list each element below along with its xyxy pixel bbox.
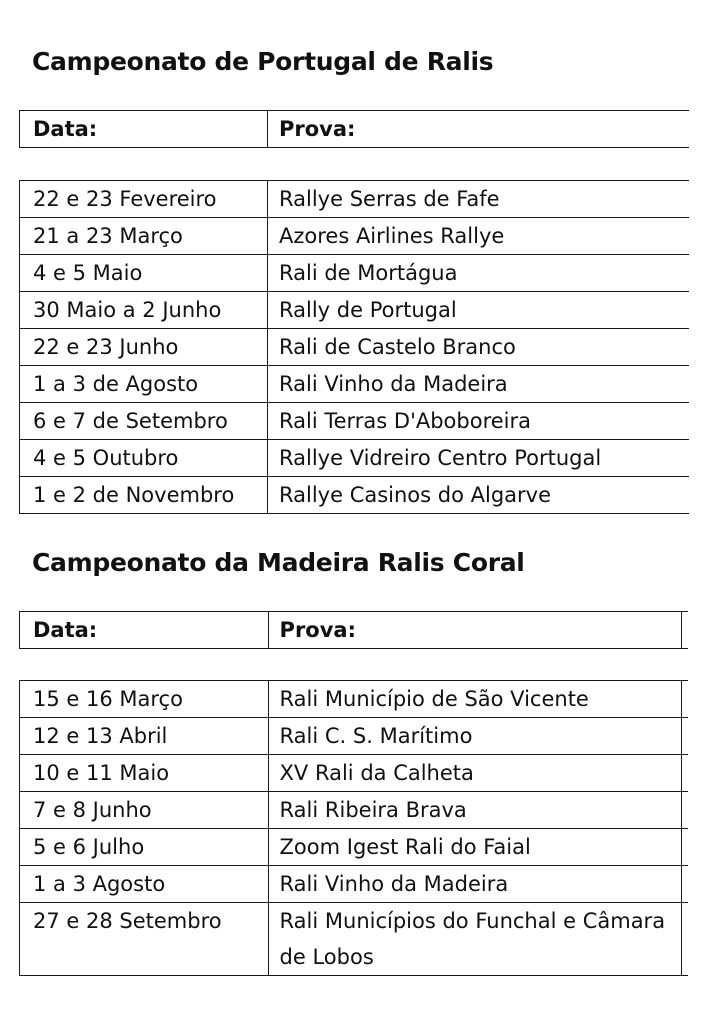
header-table-portugal: [19, 110, 689, 148]
schedule-table-madeira: [19, 680, 688, 976]
date-cell: 12 e 13 Abril: [20, 718, 269, 755]
date-cell: 4 e 5 Maio: [20, 255, 268, 292]
table-row: [20, 329, 689, 366]
extra-column-cell: [682, 612, 688, 649]
date-cell: 5 e 6 Julho: [20, 829, 269, 866]
event-cell: Rali de Castelo Branco: [268, 329, 689, 366]
header-event: Prova:: [268, 111, 689, 148]
table-row: [20, 477, 689, 514]
date-cell: 1 e 2 de Novembro: [20, 477, 268, 514]
event-cell: Rali Terras D'Aboboreira: [268, 403, 689, 440]
date-cell: 30 Maio a 2 Junho: [20, 292, 268, 329]
table-row: [20, 866, 689, 903]
date-cell: 22 e 23 Fevereiro: [20, 181, 268, 218]
table-row: [20, 718, 689, 755]
event-cell: Zoom Igest Rali do Faial: [268, 829, 682, 866]
event-cell: Rali C. S. Marítimo: [268, 718, 682, 755]
event-cell: Rally de Portugal: [268, 292, 689, 329]
date-cell: 21 a 23 Março: [20, 218, 268, 255]
table-row: [20, 255, 689, 292]
event-cell: XV Rali da Calheta: [268, 755, 682, 792]
header-date: Data:: [20, 612, 269, 649]
date-cell: 6 e 7 de Setembro: [20, 403, 268, 440]
date-cell: 22 e 23 Junho: [20, 329, 268, 366]
date-cell: 10 e 11 Maio: [20, 755, 269, 792]
extra-column-cell: [682, 755, 688, 792]
extra-column-cell: [682, 866, 688, 903]
table-row: [20, 181, 689, 218]
event-cell: Rali Vinho da Madeira: [268, 866, 682, 903]
event-cell: Rali Vinho da Madeira: [268, 366, 689, 403]
event-cell: Rallye Serras de Fafe: [268, 181, 689, 218]
date-cell: 4 e 5 Outubro: [20, 440, 268, 477]
header-event: Prova:: [268, 612, 682, 649]
event-cell: Azores Airlines Rallye: [268, 218, 689, 255]
event-cell: Rali Municípios do Funchal e Câmara de Lobos: [268, 903, 682, 976]
table-row: [20, 440, 689, 477]
table-row: [20, 403, 689, 440]
extra-column-cell: [682, 792, 688, 829]
event-cell: Rali Ribeira Brava: [268, 792, 682, 829]
date-cell: 1 a 3 de Agosto: [20, 366, 268, 403]
section-title-madeira: Campeonato da Madeira Ralis Coral: [32, 548, 525, 577]
table-row: [20, 292, 689, 329]
schedule-table-portugal: [19, 180, 689, 514]
header-row: [20, 111, 689, 148]
date-cell: 27 e 28 Setembro: [20, 903, 269, 976]
extra-column-cell: [682, 903, 688, 976]
header-table-madeira: [19, 611, 688, 649]
date-cell: 7 e 8 Junho: [20, 792, 269, 829]
header-row: [20, 612, 689, 649]
table-row: [20, 792, 689, 829]
extra-column-cell: [682, 681, 688, 718]
table-row: [20, 829, 689, 866]
event-cell: Rallye Vidreiro Centro Portugal: [268, 440, 689, 477]
event-cell: Rali de Mortágua: [268, 255, 689, 292]
header-date: Data:: [20, 111, 268, 148]
table-row: [20, 755, 689, 792]
date-cell: 1 a 3 Agosto: [20, 866, 269, 903]
table-row: [20, 218, 689, 255]
table-row: [20, 681, 689, 718]
event-cell: Rallye Casinos do Algarve: [268, 477, 689, 514]
table-row: [20, 903, 689, 976]
extra-column-cell: [682, 718, 688, 755]
section-title-portugal: Campeonato de Portugal de Ralis: [32, 47, 494, 76]
date-cell: 15 e 16 Março: [20, 681, 269, 718]
event-cell: Rali Município de São Vicente: [268, 681, 682, 718]
table-row: [20, 366, 689, 403]
extra-column-cell: [682, 829, 688, 866]
